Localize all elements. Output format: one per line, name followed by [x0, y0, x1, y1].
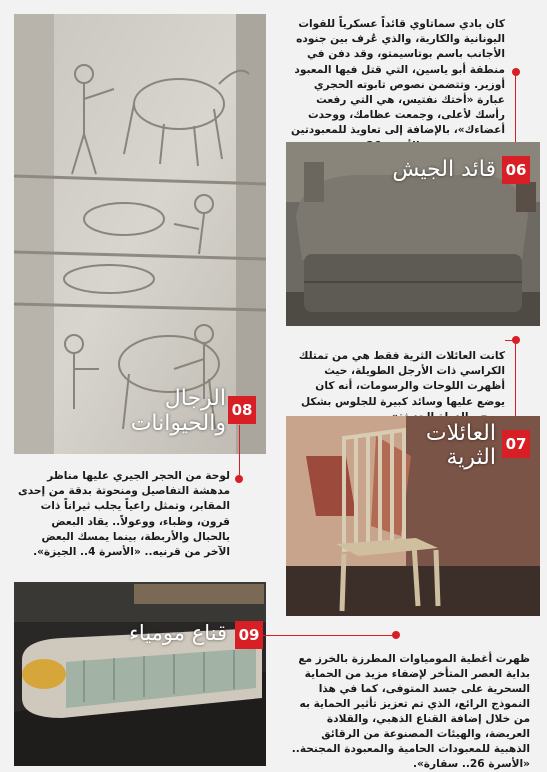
section-08-connector-line — [239, 425, 240, 475]
section-08-title-line1: الرجال — [164, 386, 226, 411]
section-07-title-line2: الثرية — [446, 445, 496, 470]
mummy-illustration — [14, 582, 266, 766]
section-08-title-line2: والحيوانات — [130, 411, 226, 436]
section-06-title: قائد الجيش — [392, 157, 496, 182]
section-07-connector-dot — [512, 336, 520, 344]
section-07-connector-hline — [505, 340, 513, 341]
section-09-text: ظهرت أغطية المومياوات المطرزة بالخرز مع بداية العصر المتأخر لإضفاء مزيد من الحماية السحرية على جسد المتوفى، كما في هذا النموذج الرائع، الذي تم تعزيز تأثير الحماية به من خلال إضافة القناع الذهبي، والقلادة العريضة، والهيئات المصنوعة من الرقائق الذهبية للمعبودات الحامية والمعبودة المجنحة.. «الأسرة 26.. سقارة». — [291, 653, 530, 770]
section-07-text: كانت العائلات الثرية فقط هي من تمتلك الكراسي ذات الأرجل الطويلة، حيث أظهرت اللوحات والرسومات، أنه كان يوضع عليها وسائد كبيرة للجلوس بشكل — [298, 350, 505, 408]
section-07-title — [426, 422, 496, 470]
mummy-photo — [14, 582, 266, 766]
section-07-title-line1: العائلات — [425, 421, 496, 446]
section-09-connector-hline — [263, 635, 393, 636]
section-06-connector-dot — [512, 68, 520, 76]
section-07-connector-line — [515, 344, 516, 416]
section-09-connector-dot — [392, 631, 400, 639]
section-08-text: لوحة من الحجر الجيري عليها مناظر مدهشة التفاصيل ومنحوتة بدقة من إحدى المقابر، وتمثل راعياً يجلب ثيراناً ذات قرون، وظباء، ووعولاً.. يقاد البعض بالحبال والأربطة، بينما يمسك البعض الآخر من قرنيه.. «الأسرة 4.. الجيزة». — [17, 470, 230, 559]
section-09-title: قناع مومياء — [129, 621, 227, 645]
sarcophagus-photo — [286, 142, 540, 326]
relief-photo — [14, 14, 266, 454]
section-07-number: 07 — [502, 430, 530, 458]
section-06-text: كان بادي سماتاوي قائداً عسكرياً للقوات اليونانية والكارية، والذي عُرف بين جنوده الأجانب باسم بوتاسيمتو، وقد دفن في منطقة أبو ياسين، التي قتل فيها المعبود أوزير. وتتضمن نصوص تابوته الحجري عبارة «أختك نفتيس، هي التي رفعت رأسك لأعلى، وجمعت عظامك، ووحدت أعضاءك»، بالإضافة إلى تعاويذ للمعبودتين — [290, 18, 505, 137]
section-08-number: 08 — [228, 396, 256, 424]
section-08-title — [131, 386, 226, 436]
section-06-connector-line — [515, 76, 516, 148]
section-09-number: 09 — [235, 621, 263, 649]
section-06-number: 06 — [502, 156, 530, 184]
chair-photo — [286, 416, 540, 616]
section-08-connector-dot — [235, 475, 243, 483]
